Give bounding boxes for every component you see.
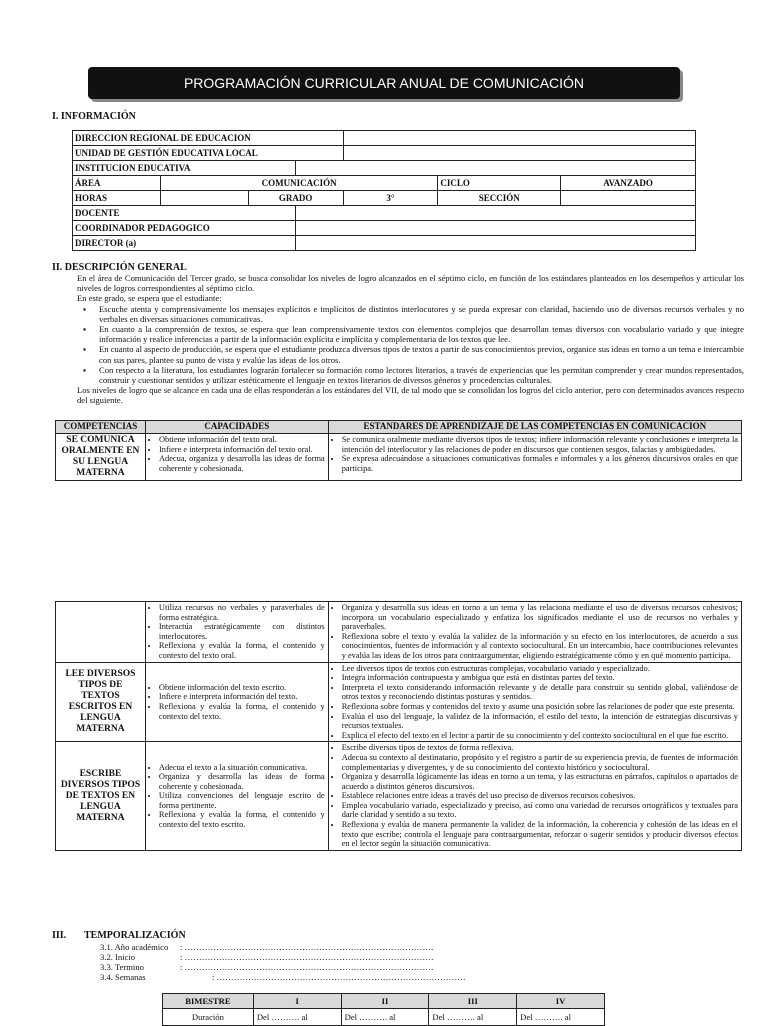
desc-list-item: ▪ Con respecto a la literatura, los estudiantes lograrán fortalecer su formación como lectores literarios, a través de experiencias que les permitan comprender y crear mundos representados, construir y cuestionar sentidos y utilizar estéticamente el lenguaje en textos literarios de diversos géneros y procedencias culturales. [99, 365, 744, 385]
desc-paragraph: En el área de Comunicación del Tercer grado, se busca consolidar los niveles de logro alcanzados en el séptimo ciclo, en función de los estándares planteados en los desempeños y articular los niveles de logros correspondientes al séptimo ciclo. [77, 273, 744, 294]
temp-label: 3.1. Año académico [100, 942, 169, 952]
table-row [56, 602, 742, 663]
temp-value[interactable]: : …………………………………………………………………………… [180, 962, 434, 972]
list-item: • Explica el efecto del texto en el lector a partir de su conocimiento y del contexto sociocultural en el que fue escrito. [342, 731, 738, 741]
horas-value[interactable] [160, 191, 248, 206]
list-item: • Se expresa adecuándose a situaciones comunicativas formales e informales y a los géneros discursivos orales en que participa. [342, 454, 738, 473]
list-item: • Escribe diversos tipos de textos de forma reflexiva. [342, 743, 738, 753]
seccion-label: SECCIÓN [438, 191, 561, 206]
bimestre-table [162, 993, 605, 1026]
desc-list-item: ▪ En cuanto al aspecto de producción, se espera que el estudiante produzca diversos tipos de textos a partir de sus conocimientos previos, organice sus ideas en torno a un tema e intercambie con sus pares, plantee su punto de vista y evalúe las ideas de los otros. [99, 344, 744, 364]
desc-list [77, 304, 744, 386]
horas-label: HORAS [73, 191, 161, 206]
list-item: • Obtiene información del texto escrito. [159, 683, 325, 693]
list-item: • Utiliza convenciones del lenguaje escrito de forma pertinente. [159, 791, 325, 810]
page-title: PROGRAMACIÓN CURRICULAR ANUAL DE COMUNICACIÓN [88, 67, 680, 99]
col-competencias: COMPETENCIAS [56, 421, 146, 434]
temporalizacion-list [100, 942, 466, 982]
list-item: • Organiza y desarrolla sus ideas en torno a un tema y las relaciona mediante el uso de diversos recursos cohesivos; incorpora un vocabulario especializado y enfatiza los significados mediante el uso de recursos no verbales y paraverbales. [342, 603, 738, 632]
duracion-cell[interactable]: Del ………. al [341, 1009, 429, 1026]
competencia-name: SE COMUNICA ORALMENTE EN SU LENGUA MATERNA [56, 434, 146, 481]
table-row [163, 1009, 605, 1026]
area-value: COMUNICACIÓN [160, 176, 437, 191]
estandares-cell [328, 434, 741, 481]
capacidades-cell [145, 662, 328, 742]
list-item: • Establece relaciones entre ideas a través del uso preciso de diversos recursos cohesivos. [342, 791, 738, 801]
temp-label: 3.3. Termino [100, 962, 144, 972]
ugel-label: UNIDAD DE GESTIÓN EDUCATIVA LOCAL [73, 146, 344, 161]
desc-paragraph: Los niveles de logro que se alcance en cada una de ellas responderán a los estándares del VII, de tal modo que se consolidan los logros del ciclo anterior, pero con determinados avances respecto del siguiente. [77, 385, 744, 406]
list-item: • Adecua, organiza y desarrolla las ideas de forma coherente y cohesionada. [159, 454, 325, 473]
ciclo-value: AVANZADO [561, 176, 696, 191]
dre-label: DIRECCION REGIONAL DE EDUCACION [73, 131, 344, 146]
section-desc-heading: II. DESCRIPCIÓN GENERAL [52, 262, 187, 273]
list-item: • Reflexiona y evalúa la forma, el contenido y contexto del texto escrito. [159, 810, 325, 829]
temp-label: 3.4. Semanas [100, 972, 146, 982]
temp-label: 3.2. Inicio [100, 952, 136, 962]
docente-label: DOCENTE [73, 206, 296, 221]
ie-value[interactable] [295, 161, 695, 176]
duracion-cell[interactable]: Del ………. al [253, 1009, 341, 1026]
list-item: • Emplea vocabulario variado, especializado y preciso, así como una variedad de recursos ortográficos y textuales para darle claridad y sentido a su texto. [342, 801, 738, 820]
description-block [77, 273, 744, 406]
grado-label: GRADO [248, 191, 343, 206]
list-item [100, 942, 466, 952]
col-estandares: ESTANDARES DE APRENDIZAJE DE LAS COMPETENCIAS EN COMUNICACION [328, 421, 741, 434]
duracion-cell[interactable]: Del ………. al [429, 1009, 517, 1026]
list-item: • Adecua el texto a la situación comunicativa. [159, 763, 325, 773]
competencias-table [55, 420, 742, 481]
capacidades-cell [145, 434, 328, 481]
competencia-name: ESCRIBE DIVERSOS TIPOS DE TEXTOS EN LENGUA MATERNA [56, 742, 146, 851]
list-item: • Adecua su contexto al destinatario, propósito y el registro a partir de su experiencia previa, de fuentes de información complementarias y divergentes, y de su conocimiento del contexto histórico y sociocultural. [342, 753, 738, 772]
section-temp-number: III. [52, 930, 67, 941]
col-bimestre-1: I [253, 994, 341, 1009]
list-item: • Reflexiona sobre el texto y evalúa la validez de la información y su efecto en los interlocutores, de acuerdo a sus conocimientos, fuentes de información y al contexto sociocultural. En un intercambio, hace contribuciones relevantes y evalúa las ideas de los otros para contraargumentar, eligiendo estratégicamente cómo y en qué momento participa. [342, 632, 738, 661]
competencia-name: LEE DIVERSOS TIPOS DE TEXTOS ESCRITOS EN LENGUA MATERNA [56, 662, 146, 742]
col-bimestre-4: IV [517, 994, 605, 1009]
table-row [56, 742, 742, 851]
list-item: • Lee diversos tipos de textos con estructuras complejas, vocabulario variado y especializado. [342, 664, 738, 674]
list-item: • Obtiene información del texto oral. [159, 435, 325, 445]
list-item: • Reflexiona y evalúa la forma, el contenido y contexto del texto. [159, 702, 325, 721]
coordinador-label: COORDINADOR PEDAGOGICO [73, 221, 296, 236]
list-item: • Integra información contrapuesta y ambigua que está en distintas partes del texto. [342, 673, 738, 683]
list-item [100, 952, 466, 962]
temp-value[interactable]: : …………………………………………………………………………… [180, 942, 434, 952]
seccion-value[interactable] [561, 191, 696, 206]
list-item: • Reflexiona y evalúa de manera permanente la validez de la información, la coherencia y cohesión de las ideas en el texto que escribe; controla el lenguaje para contraargumentar, reforzar o sugerir sentidos y producir diversos efectos en el lector según la situación comunicativa. [342, 820, 738, 849]
area-label: ÁREA [73, 176, 161, 191]
list-item: • Interpreta el texto considerando información relevante y de detalle para construir su sentido global, valiéndose de otros textos y reconociendo distintas posturas y sentidos. [342, 683, 738, 702]
section-info-heading: I. INFORMACIÓN [52, 111, 136, 122]
info-table [72, 130, 696, 251]
temp-value[interactable]: : …………………………………………………………………………… [180, 952, 434, 962]
duracion-cell[interactable]: Del ………. al [517, 1009, 605, 1026]
estandares-cell [328, 742, 741, 851]
docente-value[interactable] [295, 206, 695, 221]
competencia-name [56, 602, 146, 663]
col-bimestre: BIMESTRE [163, 994, 254, 1009]
ciclo-label: CICLO [438, 176, 561, 191]
duracion-label: Duración [163, 1009, 254, 1026]
col-capacidades: CAPACIDADES [145, 421, 328, 434]
list-item: • Reflexiona y evalúa la forma, el contenido y contexto del texto oral. [159, 641, 325, 660]
capacidades-cell [145, 742, 328, 851]
list-item: • Organiza y desarrolla lógicamente las ideas en torno a un tema, y las estructuras en párrafos, capítulos o apartados de acuerdo a distintos géneros discursivos. [342, 772, 738, 791]
desc-paragraph: En este grado, se espera que el estudiante: [77, 293, 222, 304]
director-value[interactable] [295, 236, 695, 251]
table-row [56, 434, 742, 481]
competencias-table-continued [55, 601, 742, 851]
capacidades-cell [145, 602, 328, 663]
list-item: • Evalúa el uso del lenguaje, la validez de la información, el estilo del texto, la intención de estrategias discursivas y recursos textuales. [342, 712, 738, 731]
section-temp-heading: TEMPORALIZACIÓN [84, 930, 186, 941]
temp-value[interactable]: : …………………………………………………………………………… [212, 972, 466, 982]
list-item: • Utiliza recursos no verbales y paraverbales de forma estratégica. [159, 603, 325, 622]
desc-list-item: ▪ En cuanto a la comprensión de textos, se espera que lean comprensivamente textos con elementos complejos que desarrollan temas diversos con vocabulario variado y que integre información y realice inferencias a partir de la información explícita e implícita y complementaria de los textos que lee. [99, 324, 744, 344]
estandares-cell [328, 602, 741, 663]
list-item: • Infiere e interpreta información del texto oral. [159, 445, 325, 455]
list-item: • Infiere e interpreta información del texto. [159, 692, 325, 702]
col-bimestre-3: III [429, 994, 517, 1009]
list-item: • Interactúa estratégicamente con distintos interlocutores. [159, 622, 325, 641]
list-item: • Organiza y desarrolla las ideas de forma coherente y cohesionada. [159, 772, 325, 791]
desc-list-item: ▪ Escuche atenta y comprensivamente los mensajes explícitos e implícitos de distintos interlocutores y se pueda expresar con claridad, haciendo uso de diversos recursos verbales y no verbales en diversas situaciones comunicativas. [99, 304, 744, 324]
list-item [100, 962, 466, 972]
ugel-value[interactable] [343, 146, 695, 161]
estandares-cell [328, 662, 741, 742]
list-item: • Reflexiona sobre formas y contenidos del texto y asume una posición sobre las relaciones de poder que este presenta. [342, 702, 738, 712]
dre-value[interactable] [343, 131, 695, 146]
list-item [100, 972, 466, 982]
director-label: DIRECTOR (a) [73, 236, 296, 251]
list-item: • Se comunica oralmente mediante diversos tipos de textos; infiere información relevante y conclusiones e interpreta la intención del interlocutor y las relaciones de poder en discursos que contienen sesgos, falacias y ambigüedades. [342, 435, 738, 454]
col-bimestre-2: II [341, 994, 429, 1009]
coordinador-value[interactable] [295, 221, 695, 236]
table-row [56, 662, 742, 742]
grado-value: 3° [343, 191, 438, 206]
ie-label: INSTITUCION EDUCATIVA [73, 161, 296, 176]
